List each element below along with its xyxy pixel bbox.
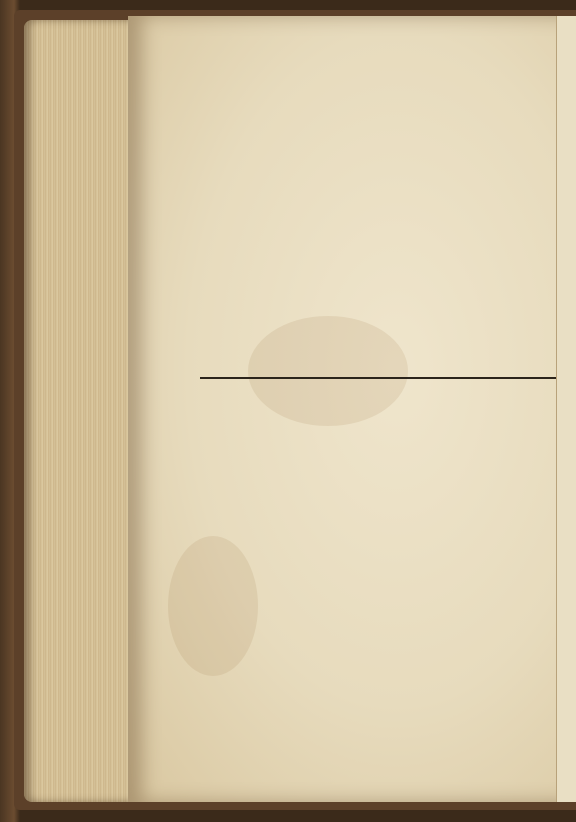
chapter-rule — [200, 377, 556, 379]
page-right-edge — [556, 16, 576, 802]
